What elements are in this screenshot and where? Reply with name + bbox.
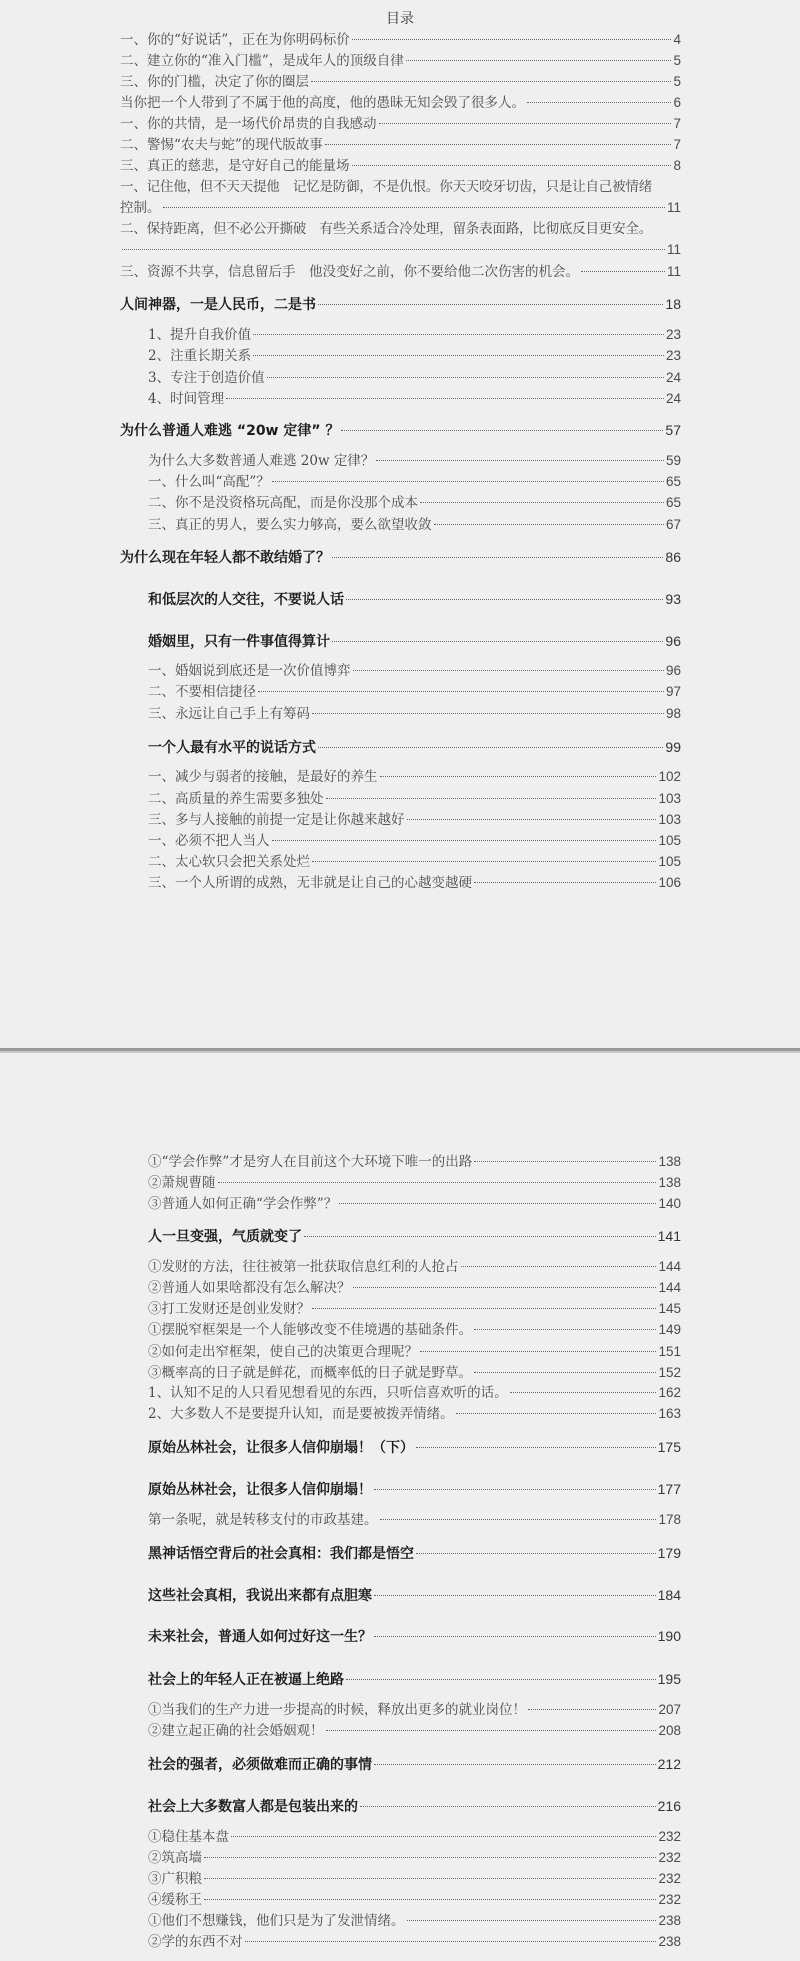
toc-entry[interactable] (148, 1299, 681, 1319)
toc-entry[interactable] (148, 1700, 681, 1720)
toc-page-number: 162 (658, 1385, 681, 1400)
toc-entry-title: ③打工发财还是创业发财？ (148, 1301, 310, 1317)
toc-entry[interactable] (148, 789, 681, 809)
toc-page-number: 216 (657, 1798, 681, 1814)
toc-page-number: 96 (665, 663, 681, 678)
dot-leader (312, 861, 656, 862)
toc-entry[interactable] (148, 515, 681, 535)
toc-page-number: 8 (673, 158, 681, 173)
dot-leader (122, 249, 665, 250)
toc-page-number: 232 (658, 1892, 681, 1907)
toc-entry[interactable] (148, 1173, 681, 1193)
toc-heading-entry[interactable] (148, 1437, 681, 1457)
toc-page-number: 65 (665, 495, 681, 510)
toc-entry-title: 社会上大多数富人都是包装出来的 (148, 1799, 358, 1815)
dot-leader (341, 430, 663, 431)
toc-page-number: 5 (673, 53, 681, 68)
toc-page-number: 145 (658, 1301, 681, 1316)
toc-page-number: 232 (658, 1871, 681, 1886)
toc-page-number: 11 (666, 264, 681, 279)
dot-leader (420, 502, 664, 503)
toc-entry[interactable] (148, 682, 681, 702)
dot-leader (374, 1595, 656, 1596)
dot-leader (312, 1308, 656, 1309)
toc-entry[interactable] (148, 1890, 681, 1910)
toc-page-number: 195 (657, 1671, 681, 1687)
toc-entry-title-line1[interactable]: 二、保持距离，但不必公开撕破 有些关系适合冷处理，留条表面路，比彻底反目更安全。 (120, 221, 652, 237)
toc-entry[interactable] (148, 767, 681, 787)
toc-entry-title: ①摆脱窄框架是一个人能够改变不佳境遇的基础条件。 (148, 1322, 472, 1338)
toc-heading-entry[interactable] (148, 1669, 681, 1689)
toc-entry[interactable] (148, 1257, 681, 1277)
toc-entry-title: 社会的强者，必须做难而正确的事情 (148, 1757, 372, 1773)
toc-page-number: 6 (673, 95, 681, 110)
toc-entry-title: ②萧规曹随 (148, 1175, 216, 1191)
dot-leader (325, 144, 672, 145)
toc-entry-title: ③概率高的日子就是鲜花，而概率低的日子就是野草。 (148, 1365, 472, 1381)
dot-leader (374, 1764, 656, 1765)
dot-leader (474, 1161, 656, 1162)
toc-entry[interactable] (148, 1827, 681, 1847)
dot-leader (346, 1679, 656, 1680)
dot-leader (304, 1236, 656, 1237)
toc-page-number: 178 (658, 1512, 681, 1527)
toc-entry-title: 控制。 (120, 200, 161, 216)
dot-leader (379, 123, 672, 124)
toc-entry-title: 三、资源不共享，信息留后手 他没变好之前，你不要给他二次伤害的机会。 (120, 264, 579, 280)
dot-leader (380, 1519, 657, 1520)
toc-entry[interactable] (120, 93, 681, 113)
toc-entry[interactable] (148, 1278, 681, 1298)
toc-page-number: 175 (657, 1439, 681, 1455)
toc-entry[interactable] (148, 661, 681, 681)
toc-entry-title: 一、减少与弱者的接触，是最好的养生 (148, 769, 378, 785)
toc-entry-title: 二、高质量的养生需要多独处 (148, 791, 324, 807)
toc-entry-title: ②筑高墙 (148, 1850, 202, 1866)
toc-entry[interactable] (148, 389, 681, 409)
toc-entry-title: 二、建立你的“准入门槛”，是成年人的顶级自律 (120, 53, 404, 69)
toc-entry[interactable] (120, 156, 681, 176)
dot-leader (253, 334, 664, 335)
toc-entry[interactable] (120, 240, 681, 260)
toc-heading-entry[interactable] (148, 737, 681, 757)
toc-entry[interactable] (120, 135, 681, 155)
toc-entry-title: 人间神器，一是人民币，二是书 (120, 297, 316, 313)
toc-page-number: 103 (658, 791, 681, 806)
toc-heading-entry[interactable] (148, 1585, 681, 1605)
dot-leader (318, 747, 663, 748)
toc-page-number: 5 (673, 74, 681, 89)
toc-entry[interactable] (148, 1911, 681, 1931)
toc-page-number: 98 (665, 706, 681, 721)
dot-leader (326, 1730, 657, 1731)
dot-leader (416, 1553, 656, 1554)
toc-entry[interactable] (120, 114, 681, 134)
toc-entry-title: 当你把一个人带到了不属于他的高度，他的愚昧无知会毁了很多人。 (120, 95, 525, 111)
dot-leader (272, 840, 657, 841)
toc-title: 目录 (386, 11, 414, 27)
dot-leader (461, 1266, 657, 1267)
toc-entry-title: 2、注重长期关系 (148, 348, 252, 364)
toc-entry-title: 三、真正的男人，要么实力够高，要么欲望收敛 (148, 517, 432, 533)
toc-page-number: 144 (658, 1259, 681, 1274)
toc-entry-title: ③普通人如何正确“学会作弊”？ (148, 1196, 338, 1212)
dot-leader (474, 1329, 656, 1330)
toc-entry[interactable] (148, 1848, 681, 1868)
toc-entry-title: 1、认知不足的人只看见想看见的东西，只听信喜欢听的话。 (148, 1385, 508, 1401)
toc-page-number: 99 (665, 739, 681, 755)
toc-entry-title: 原始丛林社会，让很多人信仰崩塌！（下） (148, 1440, 414, 1456)
toc-entry-title: ④缓称王 (148, 1892, 202, 1908)
dot-leader (407, 1920, 657, 1921)
toc-entry[interactable] (148, 1320, 681, 1340)
toc-page-number: 105 (658, 854, 681, 869)
toc-heading-entry[interactable] (120, 294, 681, 314)
toc-entry-title: ①当我们的生产力进一步提高的时候，释放出更多的就业岗位！ (148, 1702, 526, 1718)
toc-page-number: 59 (665, 453, 681, 468)
toc-entry-title: 3、专注于创造价值 (148, 370, 265, 386)
toc-page-number: 11 (666, 242, 681, 257)
toc-entry[interactable] (148, 325, 681, 345)
toc-entry-title: ②学的东西不对 (148, 1934, 243, 1950)
toc-entry-title: 三、永远让自己手上有筹码 (148, 706, 310, 722)
toc-page-number: 67 (665, 517, 681, 532)
dot-leader (528, 1709, 656, 1710)
toc-entry[interactable] (148, 1342, 681, 1362)
toc-page-number: 232 (658, 1829, 681, 1844)
toc-entry[interactable] (148, 1869, 681, 1889)
toc-heading-entry[interactable] (148, 1796, 681, 1816)
toc-entry[interactable] (120, 262, 681, 282)
dot-leader (346, 599, 663, 600)
dot-leader (312, 713, 664, 714)
dot-leader (406, 60, 672, 61)
toc-entry-title: 三、真正的慈悲，是守好自己的能量场 (120, 158, 350, 174)
toc-entry-title: ①稳住基本盘 (148, 1829, 229, 1845)
dot-leader (380, 776, 657, 777)
toc-page-number: 4 (673, 32, 681, 47)
dot-leader (416, 1447, 656, 1448)
toc-entry-title: 这些社会真相，我说出来都有点胆寒 (148, 1588, 372, 1604)
toc-entry-title: 人一旦变强，气质就变了 (148, 1229, 302, 1245)
toc-entry-title: 和低层次的人交往，不要说人话 (148, 592, 344, 608)
toc-page-number: 23 (665, 348, 681, 363)
toc-entry-title: 黑神话悟空背后的社会真相：我们都是悟空 (148, 1546, 414, 1562)
dot-leader (360, 1806, 656, 1807)
toc-page-number: 190 (657, 1628, 681, 1644)
page-divider (0, 1048, 800, 1053)
toc-heading-entry[interactable] (148, 1754, 681, 1774)
toc-heading-entry[interactable] (148, 1226, 681, 1246)
toc-entry[interactable] (148, 472, 681, 492)
dot-leader (204, 1899, 656, 1900)
dot-leader (311, 81, 671, 82)
dot-leader (352, 39, 672, 40)
toc-entry-title: 一个人最有水平的说话方式 (148, 740, 316, 756)
toc-entry-title: 2、大多数人不是要提升认知，而是要被拨弄情绪。 (148, 1406, 454, 1422)
toc-entry-title: 三、一个人所谓的成熟，无非就是让自己的心越变越硬 (148, 875, 472, 891)
toc-entry-title: 未来社会，普通人如何过好这一生？ (148, 1629, 372, 1645)
dot-leader (231, 1836, 656, 1837)
toc-page-number: 7 (673, 116, 681, 131)
toc-entry-title: 婚姻里，只有一件事值得算计 (148, 634, 330, 650)
toc-page-number: 151 (658, 1344, 681, 1359)
toc-heading-entry[interactable] (148, 1543, 681, 1563)
dot-leader (326, 798, 657, 799)
toc-entry-title: 一、你的“好说话”，正在为你明码标价 (120, 32, 350, 48)
toc-page-number: 207 (658, 1702, 681, 1717)
toc-entry[interactable] (120, 72, 681, 92)
toc-entry-title: 社会上的年轻人正在被逼上绝路 (148, 1672, 344, 1688)
toc-page-number: 18 (665, 296, 681, 312)
toc-entry-title: 三、你的门槛，决定了你的圈层 (120, 74, 309, 90)
dot-leader (318, 304, 663, 305)
dot-leader (456, 1413, 657, 1414)
dot-leader (474, 1372, 656, 1373)
toc-entry-title: 一、你的共情，是一场代价昂贵的自我感动 (120, 116, 377, 132)
toc-entry-title: 二、不要相信捷径 (148, 684, 256, 700)
toc-entry-title: ②普通人如果啥都没有怎么解决？ (148, 1280, 351, 1296)
dot-leader (434, 524, 664, 525)
toc-page-number: 23 (665, 327, 681, 342)
toc-entry[interactable] (148, 1510, 681, 1530)
dot-leader (374, 1489, 656, 1490)
toc-page-number: 24 (665, 370, 681, 385)
dot-leader (272, 481, 664, 482)
toc-page-number: 179 (657, 1545, 681, 1561)
toc-entry-title: 一、必须不把人当人 (148, 833, 270, 849)
dot-leader (218, 1182, 657, 1183)
dot-leader (339, 1203, 656, 1204)
toc-entry[interactable] (148, 493, 681, 513)
dot-leader (226, 398, 664, 399)
toc-page-number: 105 (658, 833, 681, 848)
dot-leader (353, 1287, 657, 1288)
dot-leader (267, 377, 664, 378)
dot-leader (420, 1351, 656, 1352)
toc-entry[interactable] (148, 1383, 681, 1403)
toc-entry-title: ②如何走出窄框架，使自己的决策更合理呢？ (148, 1344, 418, 1360)
toc-page-number: 184 (657, 1587, 681, 1603)
dot-leader (407, 819, 657, 820)
dot-leader (332, 557, 663, 558)
dot-leader (374, 1636, 656, 1637)
toc-entry[interactable] (148, 1721, 681, 1741)
dot-leader (581, 271, 665, 272)
toc-page-number: 102 (658, 769, 681, 784)
toc-page-number: 144 (658, 1280, 681, 1295)
toc-entry-title: ①他们不想赚钱，他们只是为了发泄情绪。 (148, 1913, 405, 1929)
toc-entry[interactable] (148, 810, 681, 830)
toc-heading-entry[interactable] (148, 1626, 681, 1646)
toc-entry[interactable] (148, 873, 681, 893)
toc-entry-title-line1[interactable]: 一、记住他，但不天天提他 记忆是防御，不是仇恨。你天天咬牙切齿，只是让自己被情绪 (120, 179, 652, 195)
toc-heading-entry[interactable] (148, 1479, 681, 1499)
toc-entry-title: 第一条呢，就是转移支付的市政基建。 (148, 1512, 378, 1528)
toc-entry-title: ②建立起正确的社会婚姻观！ (148, 1723, 324, 1739)
dot-leader (332, 641, 663, 642)
toc-entry-title: 一、什么叫“高配”？ (148, 474, 270, 490)
toc-entry[interactable] (148, 346, 681, 366)
dot-leader (204, 1878, 656, 1879)
toc-page-number: 177 (657, 1481, 681, 1497)
dot-leader (253, 355, 664, 356)
toc-entry-title: 为什么普通人难逃 “20w 定律” ？ (120, 423, 340, 439)
toc-entry[interactable] (148, 1152, 681, 1172)
toc-page-number: 238 (658, 1913, 681, 1928)
toc-page-number: 97 (665, 684, 681, 699)
toc-entry-title: 三、多与人接触的前提一定是让你越来越好 (148, 812, 405, 828)
toc-page-number: 163 (658, 1406, 681, 1421)
dot-leader (353, 670, 664, 671)
toc-entry-title: ③广积粮 (148, 1871, 202, 1887)
toc-entry-title: 二、你不是没资格玩高配，而是你没那个成本 (148, 495, 418, 511)
toc-entry-title: 二、警惕“农夫与蛇”的现代版故事 (120, 137, 323, 153)
toc-entry[interactable] (148, 704, 681, 724)
toc-page-number: 11 (666, 200, 681, 215)
toc-entry-title: ①发财的方法，往往被第一批获取信息红利的人抢占 (148, 1259, 459, 1275)
dot-leader (376, 460, 664, 461)
toc-entry-title: 4、时间管理 (148, 391, 225, 407)
toc-page-number: 57 (665, 422, 681, 438)
dot-leader (204, 1857, 656, 1858)
toc-entry-title: ①“学会作弊”才是穷人在目前这个大环境下唯一的出路 (148, 1154, 473, 1170)
toc-entry[interactable] (148, 368, 681, 388)
toc-entry-title: 为什么现在年轻人都不敢结婚了？ (120, 550, 330, 566)
dot-leader (163, 207, 665, 208)
toc-page-number: 106 (658, 875, 681, 890)
toc-page-number: 208 (658, 1723, 681, 1738)
dot-leader (352, 165, 672, 166)
dot-leader (474, 882, 656, 883)
toc-entry[interactable] (148, 1404, 681, 1424)
toc-entry-title: 为什么大多数普通人难逃 20w 定律？ (148, 453, 375, 469)
dot-leader (510, 1392, 657, 1393)
toc-page-number: 152 (658, 1365, 681, 1380)
toc-entry[interactable] (120, 51, 681, 71)
dot-leader (258, 691, 664, 692)
toc-entry[interactable] (148, 1194, 681, 1214)
toc-heading-entry[interactable] (120, 547, 681, 567)
toc-page-number: 86 (665, 549, 681, 565)
toc-entry[interactable] (148, 831, 681, 851)
toc-page-number: 138 (658, 1175, 681, 1190)
toc-entry-title: 原始丛林社会，让很多人信仰崩塌！ (148, 1482, 372, 1498)
dot-leader (245, 1941, 657, 1942)
toc-page-number: 238 (658, 1934, 681, 1949)
toc-page-number: 138 (658, 1154, 681, 1169)
toc-page-number: 103 (658, 812, 681, 827)
toc-entry[interactable] (148, 451, 681, 471)
toc-entry-title: 二、太心软只会把关系处烂 (148, 854, 310, 870)
toc-page-number: 7 (673, 137, 681, 152)
toc-heading-entry[interactable] (148, 631, 681, 651)
toc-entry[interactable] (148, 1363, 681, 1383)
toc-heading-entry[interactable] (120, 420, 681, 440)
toc-page-number: 149 (658, 1322, 681, 1337)
toc-page-number: 65 (665, 474, 681, 489)
toc-entry[interactable] (148, 1932, 681, 1952)
toc-page-number: 212 (657, 1756, 681, 1772)
toc-entry[interactable] (120, 30, 681, 50)
toc-entry-title: 一、婚姻说到底还是一次价值博弈 (148, 663, 351, 679)
toc-page-number: 96 (665, 633, 681, 649)
toc-entry[interactable] (148, 852, 681, 872)
dot-leader (527, 102, 671, 103)
toc-page-number: 232 (658, 1850, 681, 1865)
toc-page-number: 24 (665, 391, 681, 406)
toc-heading-entry[interactable] (148, 589, 681, 609)
toc-page-number: 140 (658, 1196, 681, 1211)
toc-page-number: 93 (665, 591, 681, 607)
toc-entry[interactable] (120, 198, 681, 218)
toc-page-number: 141 (657, 1228, 681, 1244)
toc-entry-title: 1、提升自我价值 (148, 327, 252, 343)
